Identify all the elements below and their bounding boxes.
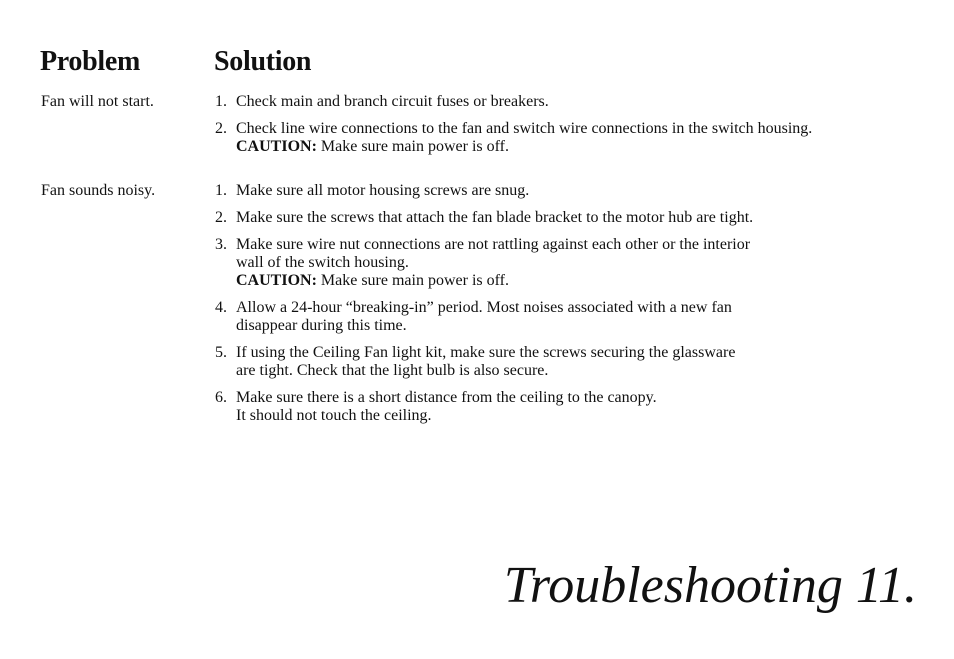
step-text: Make sure all motor housing screws are snug. (236, 182, 530, 199)
solution-step (215, 93, 915, 111)
step-text: are tight. Check that the light bulb is also secure. (236, 362, 549, 379)
solution-step (215, 299, 915, 335)
step-number: 3. (215, 236, 227, 253)
step-number: 2. (215, 120, 227, 137)
problem-text: Fan sounds noisy. (41, 182, 156, 199)
page-title: Troubleshooting 11. (503, 557, 917, 614)
caution-label: CAUTION: (236, 272, 317, 289)
caution-label: CAUTION: (236, 138, 317, 155)
step-number: 5. (215, 344, 227, 361)
step-number: 1. (215, 182, 227, 199)
caution-note (236, 272, 915, 290)
solution-step (215, 182, 915, 200)
caution-note (236, 138, 915, 156)
step-text: Check line wire connections to the fan and switch wire connections in the switch housing. (236, 120, 813, 137)
solution-step (215, 209, 915, 227)
step-text: It should not touch the ceiling. (236, 407, 432, 424)
solution-step (215, 236, 915, 290)
solution-step (215, 389, 915, 425)
solution-steps (215, 93, 915, 165)
solution-step (215, 344, 915, 380)
solution-steps (215, 182, 915, 434)
step-text: disappear during this time. (236, 317, 407, 334)
problem-heading: Problem (40, 46, 141, 77)
caution-text: Make sure main power is off. (316, 138, 509, 155)
step-text: wall of the switch housing. (236, 254, 409, 271)
solution-heading: Solution (214, 46, 312, 77)
step-number: 6. (215, 389, 227, 406)
problem-text: Fan will not start. (41, 93, 154, 110)
step-number: 4. (215, 299, 227, 316)
step-number: 1. (215, 93, 227, 110)
step-text: Make sure the screws that attach the fan blade bracket to the motor hub are tight. (236, 209, 754, 226)
caution-text: Make sure main power is off. (316, 272, 509, 289)
step-text: Make sure there is a short distance from the ceiling to the canopy. (236, 389, 657, 406)
solution-step (215, 120, 915, 156)
step-text: Make sure wire nut connections are not rattling against each other or the interior (236, 236, 751, 253)
step-number: 2. (215, 209, 227, 226)
step-text: Allow a 24-hour “breaking-in” period. Most noises associated with a new fan (236, 299, 732, 316)
step-text: Check main and branch circuit fuses or breakers. (236, 93, 549, 110)
step-text: If using the Ceiling Fan light kit, make sure the screws securing the glassware (236, 344, 736, 361)
